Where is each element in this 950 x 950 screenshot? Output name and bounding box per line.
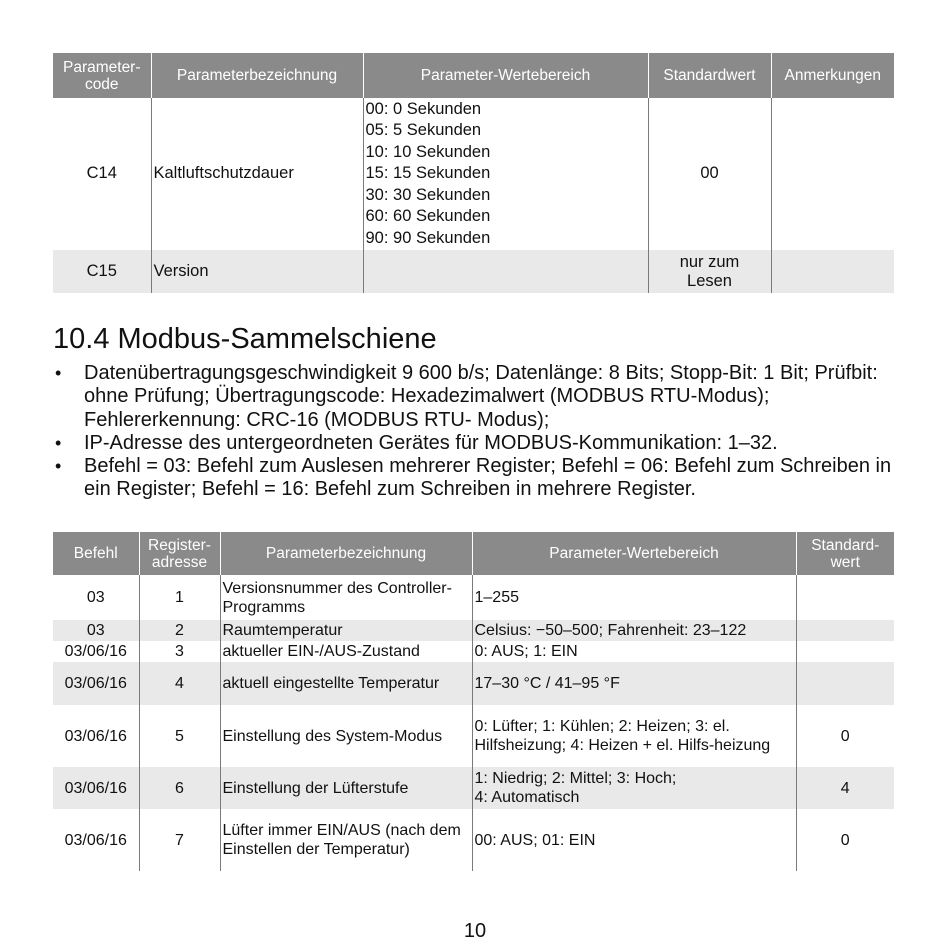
cell-name: Kaltluftschutzdauer xyxy=(151,98,363,250)
header-parameter-range: Parameter-Wertebereich xyxy=(363,53,648,98)
range-line: 05: 5 Sekunden xyxy=(365,121,482,140)
bullet-icon: • xyxy=(55,363,62,383)
cell-register: 1 xyxy=(139,575,220,620)
header-default-value: Standardwert xyxy=(648,53,771,98)
cell-default xyxy=(796,641,894,662)
bullet-item: • Befehl = 03: Befehl zum Auslesen mehrerer Register; Befehl = 06: Befehl zum Schreiben in ein Register; Befehl = 16: Befehl zum Schreiben in mehrere Register. xyxy=(55,455,892,501)
cell-range xyxy=(363,250,648,293)
bullet-item: • Datenübertragungsgeschwindigkeit 9 600 b/s; Datenlänge: 8 Bits; Stopp-Bit: 1 Bit; Prüfbit: ohne Prüfung; Übertragungscode: Hexadezimalwert (MODBUS RTU-Modus); Fehlererkennung: CRC-16 (MODBUS RTU- Modus); xyxy=(55,362,878,431)
header-command: Befehl xyxy=(53,532,139,575)
table-row xyxy=(53,809,894,871)
cell-name: Einstellung des System-Modus xyxy=(220,705,472,767)
table-header-row xyxy=(53,532,894,575)
cell-command: 03/06/16 xyxy=(53,641,139,662)
cell-code: C15 xyxy=(53,250,151,293)
cell-name: Lüfter immer EIN/AUS (nach dem Einstellen der Temperatur) xyxy=(220,809,472,871)
cell-name: Version xyxy=(151,250,363,293)
cell-default: 4 xyxy=(796,767,894,809)
parameter-table xyxy=(53,53,894,293)
header-parameter-name: Parameterbezeichnung xyxy=(151,53,363,98)
cell-register: 4 xyxy=(139,662,220,705)
cell-name: aktueller EIN-/AUS-Zustand xyxy=(220,641,472,662)
bullet-item: • IP-Adresse des untergeordneten Gerätes für MODBUS-Kommunikation: 1–32. xyxy=(55,431,778,454)
cell-name: Versionsnummer des Controller-Programms xyxy=(220,575,472,620)
cell-code: C14 xyxy=(53,98,151,250)
cell-range: 0: AUS; 1: EIN xyxy=(472,641,796,662)
cell-range: 00: AUS; 01: EIN xyxy=(472,809,796,871)
cell-default xyxy=(796,620,894,641)
cell-default: nur zum Lesen xyxy=(648,250,771,293)
header-parameter-range: Parameter-Wertebereich xyxy=(472,532,796,575)
cell-command: 03 xyxy=(53,575,139,620)
header-notes: Anmerkungen xyxy=(771,53,894,98)
table-row xyxy=(53,641,894,662)
table-row xyxy=(53,662,894,705)
header-parameter-name: Parameterbezeichnung xyxy=(220,532,472,575)
range-line: 60: 60 Sekunden xyxy=(365,207,491,226)
table-row xyxy=(53,705,894,767)
range-line: 10: 10 Sekunden xyxy=(365,142,491,161)
cell-range xyxy=(363,98,648,250)
header-register-address: Register- adresse xyxy=(139,532,220,575)
header-parameter-code: Parameter- code xyxy=(53,53,151,98)
bullet-icon: • xyxy=(55,456,62,477)
cell-notes xyxy=(771,250,894,293)
cell-register: 3 xyxy=(139,641,220,662)
cell-notes xyxy=(771,98,894,250)
cell-default: 00 xyxy=(648,98,771,250)
cell-default xyxy=(796,575,894,620)
table-row xyxy=(53,98,894,250)
cell-name: aktuell eingestellte Temperatur xyxy=(220,662,472,705)
table-row xyxy=(53,767,894,809)
cell-default xyxy=(796,662,894,705)
cell-range: 0: Lüfter; 1: Kühlen; 2: Heizen; 3: el. Hilfsheizung; 4: Heizen + el. Hilfs-heizung xyxy=(472,705,796,767)
bullet-list xyxy=(53,362,913,502)
bullet-icon: • xyxy=(55,432,62,453)
cell-default: 0 xyxy=(796,809,894,871)
page-number: 10 xyxy=(463,920,487,942)
cell-command: 03 xyxy=(53,620,139,641)
cell-register: 6 xyxy=(139,767,220,809)
section-heading: 10.4 Modbus-Sammelschiene xyxy=(53,323,437,355)
cell-register: 7 xyxy=(139,809,220,871)
cell-range: 1–255 xyxy=(472,575,796,620)
cell-command: 03/06/16 xyxy=(53,767,139,809)
cell-command: 03/06/16 xyxy=(53,705,139,767)
cell-default: 0 xyxy=(796,705,894,767)
range-line: 15: 15 Sekunden xyxy=(365,164,491,183)
cell-register: 5 xyxy=(139,705,220,767)
cell-range: Celsius: −50–500; Fahrenheit: 23–122 xyxy=(472,620,796,641)
range-line: 90: 90 Sekunden xyxy=(365,228,491,247)
cell-command: 03/06/16 xyxy=(53,662,139,705)
cell-range: 1: Niedrig; 2: Mittel; 3: Hoch; 4: Automatisch xyxy=(472,767,796,809)
range-line: 30: 30 Sekunden xyxy=(365,185,491,204)
cell-register: 2 xyxy=(139,620,220,641)
table-header-row xyxy=(53,53,894,98)
range-line: 00: 0 Sekunden xyxy=(365,99,482,118)
modbus-register-table xyxy=(53,532,894,871)
table-row xyxy=(53,575,894,620)
table-row xyxy=(53,250,894,293)
header-default-value: Standard- wert xyxy=(796,532,894,575)
cell-name: Einstellung der Lüfterstufe xyxy=(220,767,472,809)
table-row xyxy=(53,620,894,641)
cell-name: Raumtemperatur xyxy=(220,620,472,641)
cell-range: 17–30 °C / 41–95 °F xyxy=(472,662,796,705)
cell-command: 03/06/16 xyxy=(53,809,139,871)
